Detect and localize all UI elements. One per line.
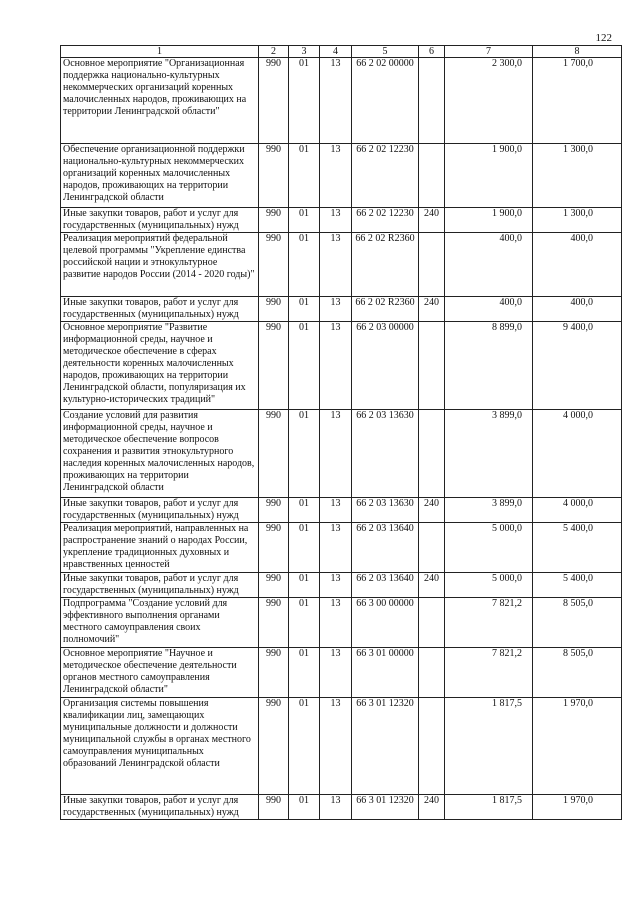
row-subsection: 13 bbox=[320, 297, 352, 322]
row-amount-col8: 400,0 bbox=[533, 297, 622, 322]
row-amount-col8: 1 970,0 bbox=[533, 795, 622, 820]
row-amount-col8: 4 000,0 bbox=[533, 410, 622, 498]
row-amount-col7: 2 300,0 bbox=[445, 58, 533, 144]
row-name: Основное мероприятие "Организационная поддержка национально-культурных некоммерческих организаций коренных малочисленных народов, проживающих на территории Ленинградской области" bbox=[61, 58, 259, 144]
row-admin-code: 990 bbox=[259, 648, 289, 698]
row-amount-col8: 1 970,0 bbox=[533, 698, 622, 795]
row-admin-code: 990 bbox=[259, 144, 289, 208]
table-row bbox=[61, 410, 622, 498]
row-amount-col7: 7 821,2 bbox=[445, 598, 533, 648]
row-section: 01 bbox=[289, 598, 320, 648]
row-admin-code: 990 bbox=[259, 498, 289, 523]
row-expense-type bbox=[419, 648, 445, 698]
table-row bbox=[61, 58, 622, 144]
table-row bbox=[61, 297, 622, 322]
row-subsection: 13 bbox=[320, 208, 352, 233]
row-name: Иные закупки товаров, работ и услуг для государственных (муниципальных) нужд bbox=[61, 208, 259, 233]
row-amount-col7: 8 899,0 bbox=[445, 322, 533, 410]
row-amount-col7: 3 899,0 bbox=[445, 410, 533, 498]
row-expense-type bbox=[419, 523, 445, 573]
row-name: Реализация мероприятий федеральной целевой программы "Укрепление единства российской нации и этнокультурное развитие народов России (2014 - 2020 годы)" bbox=[61, 233, 259, 297]
table-row bbox=[61, 208, 622, 233]
column-header: 1 bbox=[61, 46, 259, 58]
table-row bbox=[61, 498, 622, 523]
row-target-article: 66 2 02 00000 bbox=[352, 58, 419, 144]
row-subsection: 13 bbox=[320, 648, 352, 698]
row-amount-col8: 4 000,0 bbox=[533, 498, 622, 523]
row-section: 01 bbox=[289, 233, 320, 297]
row-name: Основное мероприятие "Научное и методическое обеспечение деятельности органов местного самоуправления Ленинградской области" bbox=[61, 648, 259, 698]
row-amount-col7: 400,0 bbox=[445, 233, 533, 297]
row-admin-code: 990 bbox=[259, 58, 289, 144]
column-header: 3 bbox=[289, 46, 320, 58]
row-amount-col7: 400,0 bbox=[445, 297, 533, 322]
table-row bbox=[61, 648, 622, 698]
table-row bbox=[61, 144, 622, 208]
row-expense-type: 240 bbox=[419, 208, 445, 233]
row-amount-col7: 3 899,0 bbox=[445, 498, 533, 523]
row-subsection: 13 bbox=[320, 498, 352, 523]
row-amount-col8: 1 300,0 bbox=[533, 208, 622, 233]
row-amount-col8: 1 700,0 bbox=[533, 58, 622, 144]
row-expense-type bbox=[419, 410, 445, 498]
budget-table bbox=[60, 45, 622, 820]
table-row bbox=[61, 322, 622, 410]
row-section: 01 bbox=[289, 144, 320, 208]
row-name: Создание условий для развития информационной среды, научное и методическое обеспечение вопросов сохранения и развития этнокультурного наследия коренных малочисленных народов, проживающих на территории Ленинградской области bbox=[61, 410, 259, 498]
row-admin-code: 990 bbox=[259, 208, 289, 233]
row-admin-code: 990 bbox=[259, 795, 289, 820]
row-admin-code: 990 bbox=[259, 698, 289, 795]
row-amount-col7: 7 821,2 bbox=[445, 648, 533, 698]
row-admin-code: 990 bbox=[259, 573, 289, 598]
column-header: 6 bbox=[419, 46, 445, 58]
row-section: 01 bbox=[289, 498, 320, 523]
row-subsection: 13 bbox=[320, 233, 352, 297]
row-name: Организация системы повышения квалификации лиц, замещающих муниципальные должности и должности муниципальной службы в органах местного самоуправления муниципальных образований Ленинградской области bbox=[61, 698, 259, 795]
row-admin-code: 990 bbox=[259, 598, 289, 648]
row-amount-col7: 1 900,0 bbox=[445, 208, 533, 233]
row-amount-col8: 8 505,0 bbox=[533, 648, 622, 698]
row-target-article: 66 2 03 13630 bbox=[352, 410, 419, 498]
row-expense-type: 240 bbox=[419, 573, 445, 598]
row-target-article: 66 2 02 R2360 bbox=[352, 297, 419, 322]
row-amount-col8: 1 300,0 bbox=[533, 144, 622, 208]
row-name: Основное мероприятие "Развитие информационной среды, научное и методическое обеспечение в сферах деятельности коренных малочисленных народов, проживающих на территории Ленинградской области, популяризация их культурно-исторических традиций" bbox=[61, 322, 259, 410]
row-subsection: 13 bbox=[320, 573, 352, 598]
column-header: 8 bbox=[533, 46, 622, 58]
row-amount-col7: 1 817,5 bbox=[445, 795, 533, 820]
row-subsection: 13 bbox=[320, 598, 352, 648]
row-target-article: 66 2 03 13640 bbox=[352, 523, 419, 573]
row-target-article: 66 3 01 12320 bbox=[352, 795, 419, 820]
row-amount-col8: 5 400,0 bbox=[533, 573, 622, 598]
row-amount-col8: 400,0 bbox=[533, 233, 622, 297]
row-section: 01 bbox=[289, 573, 320, 598]
row-target-article: 66 2 02 12230 bbox=[352, 208, 419, 233]
row-name: Обеспечение организационной поддержки национально-культурных некоммерческих организаций коренных малочисленных народов, проживающих на территории Ленинградской области bbox=[61, 144, 259, 208]
row-expense-type: 240 bbox=[419, 795, 445, 820]
row-expense-type: 240 bbox=[419, 297, 445, 322]
row-expense-type bbox=[419, 233, 445, 297]
row-subsection: 13 bbox=[320, 410, 352, 498]
row-amount-col8: 9 400,0 bbox=[533, 322, 622, 410]
row-target-article: 66 2 02 R2360 bbox=[352, 233, 419, 297]
row-section: 01 bbox=[289, 648, 320, 698]
row-section: 01 bbox=[289, 58, 320, 144]
row-expense-type bbox=[419, 698, 445, 795]
row-admin-code: 990 bbox=[259, 410, 289, 498]
row-target-article: 66 3 00 00000 bbox=[352, 598, 419, 648]
row-section: 01 bbox=[289, 698, 320, 795]
row-admin-code: 990 bbox=[259, 322, 289, 410]
row-expense-type bbox=[419, 58, 445, 144]
row-admin-code: 990 bbox=[259, 297, 289, 322]
row-expense-type bbox=[419, 598, 445, 648]
row-target-article: 66 2 03 13640 bbox=[352, 573, 419, 598]
column-header: 4 bbox=[320, 46, 352, 58]
row-target-article: 66 2 02 12230 bbox=[352, 144, 419, 208]
row-amount-col8: 8 505,0 bbox=[533, 598, 622, 648]
table-row bbox=[61, 523, 622, 573]
row-target-article: 66 3 01 00000 bbox=[352, 648, 419, 698]
row-expense-type bbox=[419, 144, 445, 208]
row-target-article: 66 3 01 12320 bbox=[352, 698, 419, 795]
row-section: 01 bbox=[289, 523, 320, 573]
row-name: Подпрограмма "Создание условий для эффективного выполнения органами местного самоуправления своих полномочий" bbox=[61, 598, 259, 648]
row-amount-col8: 5 400,0 bbox=[533, 523, 622, 573]
column-header: 5 bbox=[352, 46, 419, 58]
row-amount-col7: 1 900,0 bbox=[445, 144, 533, 208]
row-subsection: 13 bbox=[320, 698, 352, 795]
row-admin-code: 990 bbox=[259, 523, 289, 573]
row-amount-col7: 1 817,5 bbox=[445, 698, 533, 795]
row-section: 01 bbox=[289, 410, 320, 498]
table-header-row bbox=[61, 46, 622, 58]
row-amount-col7: 5 000,0 bbox=[445, 573, 533, 598]
table-row bbox=[61, 233, 622, 297]
row-subsection: 13 bbox=[320, 795, 352, 820]
row-subsection: 13 bbox=[320, 58, 352, 144]
row-target-article: 66 2 03 00000 bbox=[352, 322, 419, 410]
row-section: 01 bbox=[289, 322, 320, 410]
row-target-article: 66 2 03 13630 bbox=[352, 498, 419, 523]
row-expense-type: 240 bbox=[419, 498, 445, 523]
table-row bbox=[61, 573, 622, 598]
row-name: Иные закупки товаров, работ и услуг для государственных (муниципальных) нужд bbox=[61, 795, 259, 820]
column-header: 7 bbox=[445, 46, 533, 58]
row-name: Иные закупки товаров, работ и услуг для государственных (муниципальных) нужд bbox=[61, 573, 259, 598]
row-admin-code: 990 bbox=[259, 233, 289, 297]
table-row bbox=[61, 698, 622, 795]
row-section: 01 bbox=[289, 795, 320, 820]
table-row bbox=[61, 598, 622, 648]
row-amount-col7: 5 000,0 bbox=[445, 523, 533, 573]
row-section: 01 bbox=[289, 297, 320, 322]
row-subsection: 13 bbox=[320, 523, 352, 573]
column-header: 2 bbox=[259, 46, 289, 58]
row-subsection: 13 bbox=[320, 144, 352, 208]
row-subsection: 13 bbox=[320, 322, 352, 410]
row-name: Реализация мероприятий, направленных на распространение знаний о народах России, укрепление традиционных духовных и нравственных ценностей bbox=[61, 523, 259, 573]
row-expense-type bbox=[419, 322, 445, 410]
table-row bbox=[61, 795, 622, 820]
page-number: 122 bbox=[595, 32, 612, 44]
row-section: 01 bbox=[289, 208, 320, 233]
row-name: Иные закупки товаров, работ и услуг для государственных (муниципальных) нужд bbox=[61, 297, 259, 322]
row-name: Иные закупки товаров, работ и услуг для государственных (муниципальных) нужд bbox=[61, 498, 259, 523]
